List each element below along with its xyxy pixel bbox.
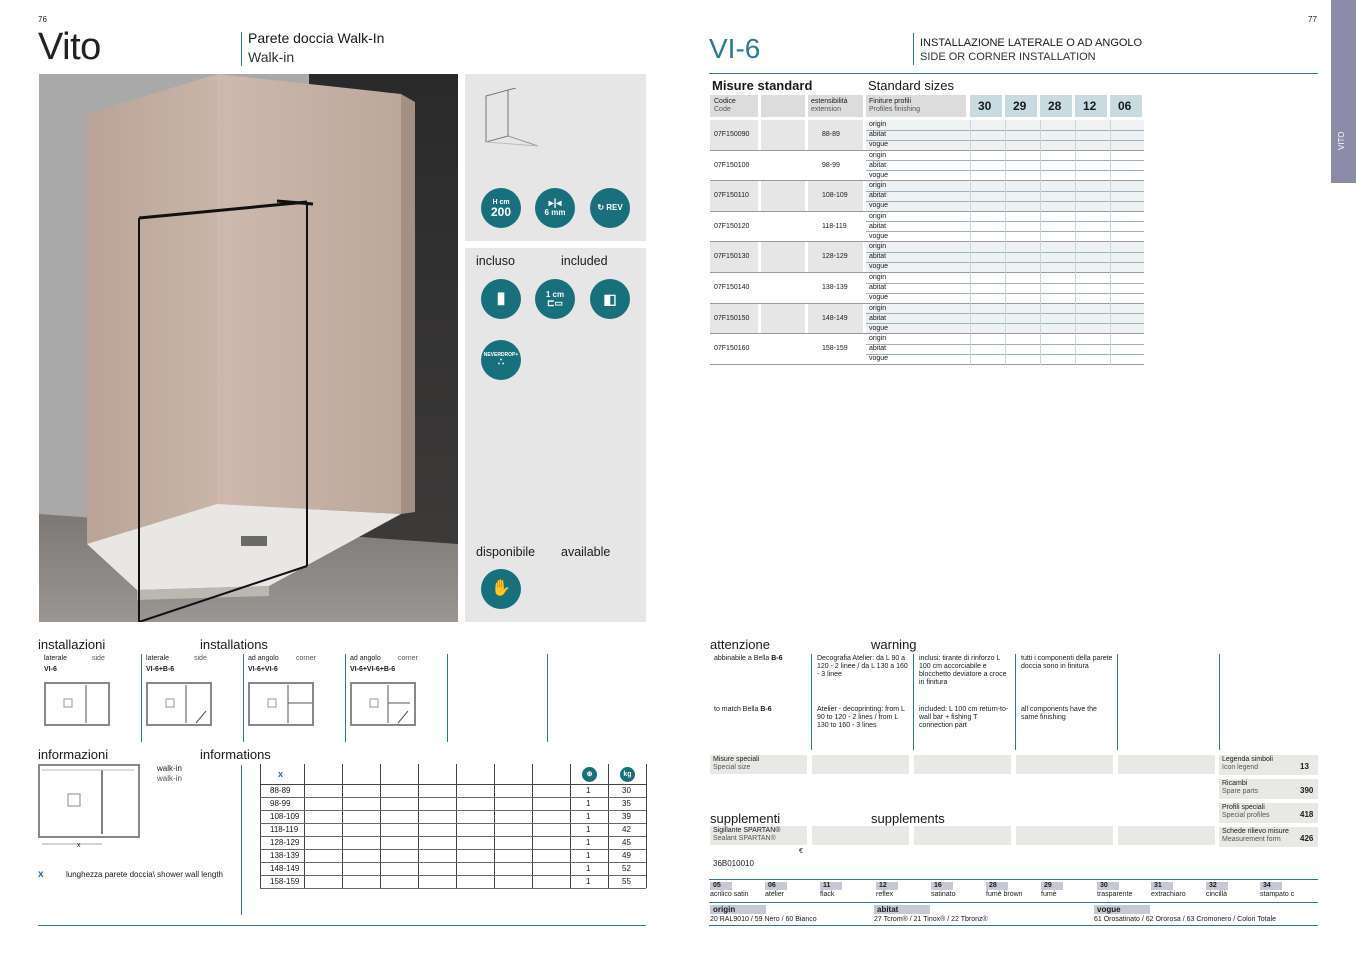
row-finish: vogue [869,171,889,179]
included-label-en: included [561,254,608,268]
finish-name: stampato c [1260,891,1295,898]
currency-symbol: € [799,848,803,855]
finish-code: 12 [879,882,887,889]
legend-page: 13 [1300,762,1309,771]
warning-title-it: attenzione [710,637,770,652]
profile-group-desc: 27 Tcrom® / 21 Tinox® / 22 Tbronz® [874,916,988,923]
legend-label-it: Schede rilievo misure [1222,828,1289,835]
legend-label-it: Ricambi [1222,780,1248,787]
finish-name: atelier [765,891,785,898]
standard-title-it: Misure standard [712,78,813,93]
install-label-it: laterale [146,655,169,662]
header-code-it: Codice [714,98,736,105]
info-row-value: 55 [622,877,631,886]
warning-col3-en: included: L 100 cm return-to-wall bar + fishing T connection part [919,706,1009,729]
standard-sizes-table [710,95,1144,365]
install-divider [447,654,448,742]
install-label-it: INSTALLAZIONE LATERALE O AD ANGOLO [920,37,1143,49]
warning-col1-it: abbinabile a Bella B-6 [714,655,783,662]
install-code: VI-6+VI-6 [248,666,278,673]
profile-count-icon: ⊕ [582,767,597,782]
row-finish: vogue [869,202,889,210]
info-row-x: 138-139 [270,851,300,860]
info-row-x: 108-109 [270,812,300,821]
available-label-it: disponibile [476,545,536,559]
legend-label-en: Spare parts [1222,788,1259,795]
row-code: 07F150130 [714,253,750,261]
row-extension: 88-89 [822,131,840,138]
informations-title-it: informazioni [38,747,109,762]
row-finish: origin [869,243,887,251]
row-extension: 158-159 [822,345,848,353]
table-header-x: x [278,769,284,779]
finish-code: 31 [1154,882,1162,889]
legend-label-it: Legenda simboli [1222,756,1273,763]
special-size-en: Special size [713,764,751,771]
install-label-it: laterale [44,655,67,662]
row-code: 07F150120 [714,222,750,230]
finish-name: cincillà [1206,891,1228,898]
profile-group-name: vogue [1097,905,1121,914]
row-finish: vogue [869,232,889,240]
row-code: 07F150140 [714,284,750,291]
warning-col1-en: to match Bella B-6 [714,706,772,713]
walkin-plan-diagram [38,764,142,854]
row-finish: origin [869,121,887,128]
info-row-count: 1 [586,864,591,873]
legend-page: 418 [1300,810,1314,819]
finish-name: acrilico satin [710,891,749,898]
info-row-x: 128-129 [270,838,300,847]
install-divider [345,654,346,742]
thickness-6mm-icon: ▸|◂ 6 mm [535,188,575,228]
install-divider [243,654,244,742]
info-row-count: 1 [586,838,591,847]
row-finish: origin [869,274,887,281]
finish-col-label: 29 [1013,99,1027,113]
legend-label-en: Special profiles [1222,812,1270,819]
shower-outline-icon [478,88,540,152]
row-extension: 108-109 [822,192,848,200]
supplements-title-it: supplementi [710,811,781,826]
warning-title-en: warning [871,637,917,652]
install-plan-diagram [248,681,316,727]
install-label-it: ad angolo [350,655,381,662]
warning-col3-it: inclusi: tirante di rinforzo L 100 cm accorciabile e blocchetto deviatore a croce in finitura [919,655,1007,686]
profile-group-name: origin [713,905,736,914]
info-row-value: 30 [622,786,631,795]
page-number-left: 76 [38,15,47,24]
row-finish: vogue [869,294,889,301]
install-divider [141,654,142,742]
row-finish: abitat [869,222,887,230]
install-plan-diagram [146,681,214,727]
side-tab-label: VITO [1337,131,1346,150]
row-code: 07F150160 [714,345,750,353]
install-code: VI-6+VI-6+B-6 [350,666,396,673]
info-row-count: 1 [586,799,591,808]
legend-label-it: Profili speciali [1222,804,1265,811]
row-extension: 118-119 [822,222,847,230]
finish-name: extrachiaro [1151,891,1186,898]
header-ext-en: extension [811,106,841,113]
header-code-en: Code [714,106,731,113]
finish-col-label: 12 [1083,99,1097,113]
x-dimension-marker: x [77,842,81,849]
legend-page: 390 [1300,786,1314,795]
header-ext-it: estensibilità [811,98,848,105]
row-extension: 98-99 [822,161,840,169]
informations-title-en: informations [200,747,271,762]
neverdrop-icon: NEVERDROP+ ∴ [481,340,521,380]
row-finish: vogue [869,324,889,332]
finish-code: 11 [823,882,831,889]
installations-title-it: installazioni [38,637,106,652]
info-row-value: 42 [622,825,631,834]
info-row-x: 118-119 [270,825,299,834]
warning-col4-it: tutti i componenti della parete doccia sono in finitura [1021,655,1113,670]
supplements-title-en: supplements [871,811,945,826]
row-code: 07F150110 [714,192,749,200]
row-finish: abitat [869,131,887,138]
row-finish: origin [869,151,887,159]
installations-title-en: installations [200,637,268,652]
legend-label-en: Icon legend [1222,764,1259,771]
row-finish: origin [869,212,887,220]
standard-title-en: Standard sizes [868,78,954,93]
info-row-value: 39 [622,812,631,821]
info-row-value: 45 [622,838,631,847]
row-finish: origin [869,335,887,343]
walkin-label-it: walk-in [157,764,182,773]
page-title: Vito [38,26,101,68]
info-row-value: 52 [622,864,631,873]
row-finish: origin [869,304,887,312]
subtitle-it: Parete doccia Walk-In [248,30,385,46]
finish-code: 30 [1100,882,1108,889]
finish-name: fumè [1041,891,1057,898]
install-code: VI-6+B-6 [146,666,175,673]
row-extension: 148-149 [822,314,848,322]
finish-col-label: 30 [978,99,992,113]
finish-code: 06 [768,882,776,889]
header-fin-it: Finiture profili [869,98,912,105]
finish-col-label: 06 [1118,99,1132,113]
install-label-en: side [92,655,105,662]
finish-name: satinato [931,891,956,898]
side-tab [1331,0,1356,183]
install-plan-diagram [44,681,112,727]
install-plan-diagram [350,681,418,727]
height-200-icon: H cm 200 [481,188,521,228]
legend-page: 426 [1300,834,1314,843]
row-finish: abitat [869,284,887,291]
row-finish: abitat [869,192,887,200]
info-row-value: 35 [622,799,631,808]
warning-col4-en: all components have the same finishing [1021,706,1097,721]
finish-col-label: 28 [1048,99,1062,113]
finish-code: 05 [713,882,721,889]
header-fin-en: Profiles finishing [869,106,920,113]
sealant-label-it: Sigillante SPARTAN® [713,827,781,834]
reversible-icon: ↻ REV [590,188,630,228]
row-extension: 128-129 [822,253,848,261]
row-finish: abitat [869,345,887,353]
available-label-en: available [561,545,611,559]
profile-group-name: abitat [877,905,899,914]
finish-code: 16 [934,882,942,889]
weight-icon: kg [620,767,635,782]
row-finish: vogue [869,263,889,271]
row-code: 07F150090 [714,131,750,138]
finish-code: 28 [989,882,997,889]
row-finish: abitat [869,314,887,322]
finish-code: 29 [1044,882,1052,889]
walkin-label-en: walk-in [157,774,182,783]
legend-label-en: Measurement form [1222,836,1281,843]
finish-code: 34 [1263,882,1271,889]
glass-treatment-icon: ◧ [590,279,630,319]
install-label-en: corner [296,655,316,662]
install-label-en: SIDE OR CORNER INSTALLATION [920,51,1096,63]
included-label-it: incluso [476,254,515,268]
info-row-count: 1 [586,877,591,886]
product-photo [39,74,458,622]
sealant-label-en: Sealant SPARTAN® [713,835,776,842]
profile-icon: ▮ [481,279,521,319]
finish-name: trasparente [1097,891,1133,898]
profile-group-desc: 61 Orosatinato / 62 Ororosa / 63 Cromonero / Colori Totale [1094,916,1276,923]
install-label-it: ad angolo [248,655,279,662]
install-label-en: side [194,655,207,662]
warning-col2-en: Atelier - decoprinting: from L 90 to 120 - 2 lines / from L 130 to 160 - 3 lines [817,706,905,729]
profile-group-desc: 20 RAL9010 / 59 Nero / 60 Bianco [710,916,817,923]
finish-name: reflex [876,891,894,898]
legend-text: lunghezza parete doccia\ shower wall length [66,870,223,879]
finish-name: fumè brown [986,891,1023,898]
row-finish: vogue [869,355,889,363]
row-finish: origin [869,182,887,190]
row-finish: abitat [869,253,887,261]
model-title: VI-6 [709,33,761,64]
info-row-count: 1 [586,851,591,860]
page-number-right: 77 [1308,15,1317,24]
legend-x: x [38,869,44,880]
info-row-count: 1 [586,825,591,834]
finish-code: 32 [1209,882,1217,889]
row-finish: abitat [869,161,887,169]
warning-col2-it: Decografia Atelier: da L 90 a 120 - 2 linee / da L 130 a 160 - 3 linee [817,655,908,678]
easy-clean-icon: ✋ [481,569,521,609]
informations-table [260,764,646,890]
info-row-x: 158-159 [270,877,300,886]
info-row-count: 1 [586,786,591,795]
row-code: 07F150100 [714,161,750,169]
row-finish: vogue [869,141,889,148]
install-label-en: corner [398,655,418,662]
info-row-x: 148-149 [270,864,300,873]
adjust-1cm-icon: 1 cm ⊏▭ [535,279,575,319]
info-row-x: 98-99 [270,799,291,808]
finish-name: flack [820,891,835,898]
sealant-code: 36B010010 [713,859,754,868]
special-size-it: Misure speciali [713,756,760,763]
install-code: VI-6 [44,666,57,673]
info-row-value: 49 [622,851,631,860]
row-code: 07F150150 [714,314,750,322]
info-row-x: 88-89 [270,786,291,795]
subtitle-en: Walk-in [248,49,295,65]
row-extension: 138-139 [822,284,848,291]
info-row-count: 1 [586,812,591,821]
